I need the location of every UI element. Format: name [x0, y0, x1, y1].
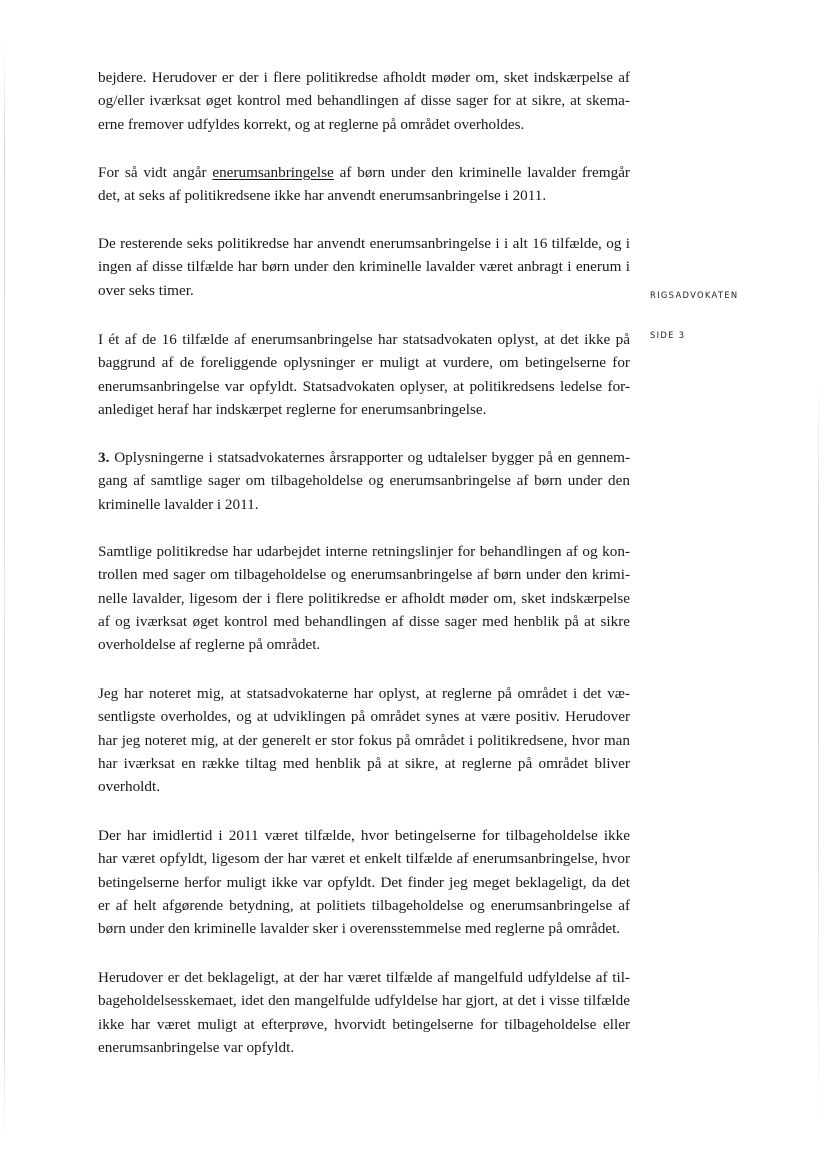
- text-line: [98, 446, 630, 469]
- text-line: det, at seks af politikredsene ikke har anvendt enerumsanbringelse i 2011.: [98, 187, 547, 205]
- scan-edge-right: [818, 380, 819, 1140]
- paragraph: [98, 161, 630, 208]
- text-line: af og iværksat øget kontrol med behandlingen af disse sager med henblik på at sikre: [98, 612, 630, 630]
- text-line: gang af samtlige sager om tilbageholdelse og enerumsanbringelse af børn under den: [98, 472, 630, 490]
- paragraph: [98, 540, 630, 656]
- text-line: Herudover er det beklageligt, at der har været tilfælde af mangelfuld udfyldelse af til-: [98, 969, 630, 986]
- text-line: baggrund af de foreliggende oplysninger er muligt at vurdere, om betingelserne for: [98, 354, 630, 372]
- scan-edge-left: [4, 40, 5, 1140]
- paragraph: [98, 328, 630, 421]
- paragraph: [98, 682, 630, 798]
- text-line: har jeg noteret mig, at der generelt er stor fokus på området i politikredsene, hvor man: [98, 731, 630, 749]
- text-line: Jeg har noteret mig, at statsadvokaterne har oplyst, at reglerne på området i det væ-: [98, 685, 630, 702]
- text-line: overholdt.: [98, 778, 161, 796]
- text-line: trollen med sager om tilbageholdelse og enerumsanbringelse af børn under den krimi-: [98, 566, 630, 584]
- text-line: Samtlige politikredse har udarbejdet interne retningslinjer for behandlingen af og kon-: [98, 543, 630, 560]
- text-line: [98, 161, 630, 184]
- text-line: enerumsanbringelse var opfyldt.: [98, 1038, 295, 1056]
- paragraph: [98, 824, 630, 940]
- text-line: anlediget heraf har indskærpet reglerne for enerumsanbringelse.: [98, 400, 487, 418]
- paragraph: [98, 232, 630, 302]
- text-line: over seks timer.: [98, 281, 194, 299]
- text-line: har været opfyldt, ligesom der har været et enkelt tilfælde af enerumsanbringelse, hvor: [98, 850, 630, 868]
- text-fragment: af børn under den kriminelle lavalder fremgår: [333, 164, 630, 181]
- section-number: 3.: [98, 449, 110, 466]
- text-fragment: For så vidt angår: [98, 164, 213, 181]
- text-line: I ét af de 16 tilfælde af enerumsanbringelse har statsadvokaten oplyst, at det ikke på: [98, 331, 630, 348]
- paragraph: [98, 966, 630, 1059]
- text-line: bejdere. Herudover er der i flere politikredse afholdt møder om, sket indskærpelse af: [98, 69, 630, 86]
- text-line: bageholdelsesskemaet, idet den mangelfulde udfyldelse har gjort, at det i visse tilfælde: [98, 992, 630, 1010]
- underlined-term: enerumsanbringelse: [212, 164, 334, 181]
- sidebar-organization: RIGSADVOKATEN: [650, 290, 739, 300]
- paragraph-numbered: [98, 446, 630, 516]
- text-line: kriminelle lavalder i 2011.: [98, 495, 259, 513]
- text-line: ingen af disse tilfælde har børn under den kriminelle lavalder været anbragt i enerum i: [98, 258, 630, 276]
- text-fragment: Oplysningerne i statsadvokaternes årsrapporter og udtalelser bygger på en gennem-: [109, 449, 630, 466]
- paragraph: [98, 66, 630, 136]
- text-line: og/eller iværksat øget kontrol med behandlingen af disse sager for at sikre, at skema-: [98, 92, 630, 110]
- text-line: betingelserne herfor muligt ikke var opfyldt. Det finder jeg meget beklageligt, da det: [98, 873, 630, 891]
- text-line: har iværksat en række tiltag med henblik på at sikre, at reglerne på området bliver: [98, 754, 630, 772]
- text-line: Der har imidlertid i 2011 været tilfælde, hvor betingelserne for tilbageholdelse ikke: [98, 827, 630, 844]
- text-line: er af helt afgørende betydning, at politiets tilbageholdelse og enerumsanbringelse af: [98, 896, 630, 914]
- text-line: enerumsanbringelse var opfyldt. Statsadvokaten oplyser, at politikredsens ledelse for-: [98, 377, 630, 395]
- text-line: nelle lavalder, ligesom der i flere politikredse er afholdt møder om, sket indskærpelse: [98, 589, 630, 607]
- text-line: erne fremover udfyldes korrekt, og at reglerne på området overholdes.: [98, 115, 525, 133]
- text-line: overholdelse af reglerne på området.: [98, 636, 321, 654]
- text-line: børn under den kriminelle lavalder sker i overensstemmelse med reglerne på området.: [98, 920, 621, 938]
- text-line: De resterende seks politikredse har anvendt enerumsanbringelse i i alt 16 tilfælde, og i: [98, 235, 630, 252]
- text-line: sentligste overholdes, og at udviklingen på området synes at være positiv. Herudover: [98, 708, 630, 726]
- text-line: ikke har været muligt at efterprøve, hvorvidt betingelserne for tilbageholdelse eller: [98, 1015, 630, 1033]
- sidebar-page-number: SIDE 3: [650, 330, 686, 340]
